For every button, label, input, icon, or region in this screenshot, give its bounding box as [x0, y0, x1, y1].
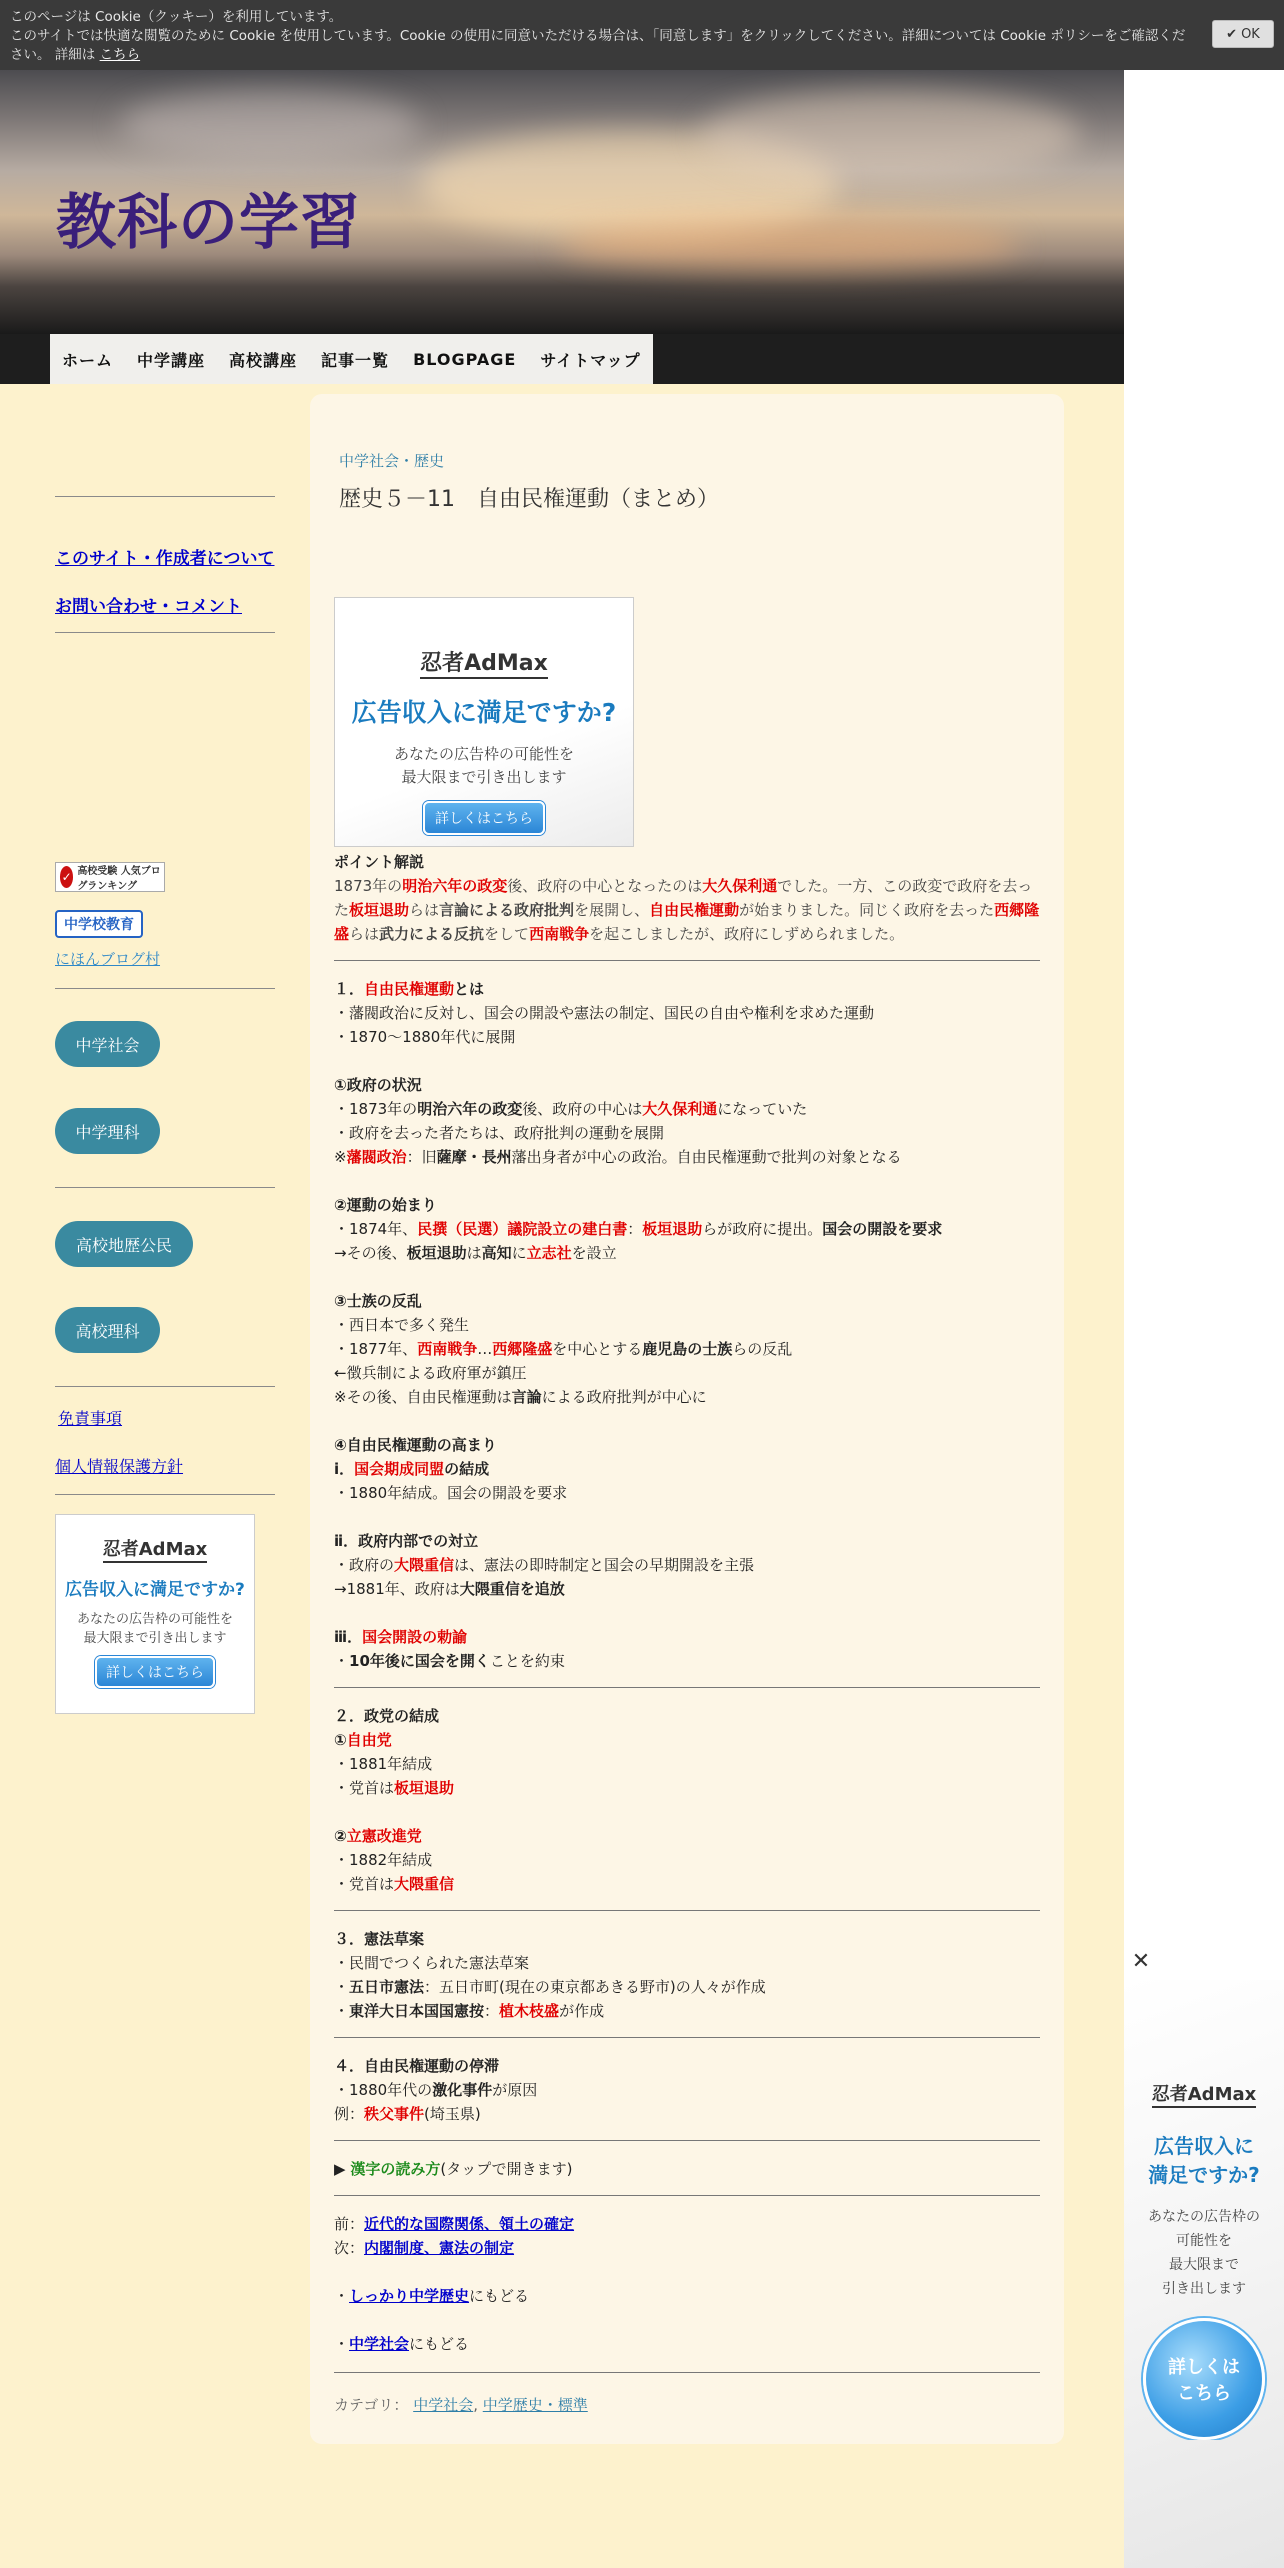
ad-headline-1: 広告収入に: [1154, 2134, 1254, 2158]
ad-sub-2: 最大限まで引き出します: [83, 1631, 227, 1646]
site-header: [0, 70, 1124, 334]
back-social-row: ・中学社会にもどる: [334, 2335, 470, 2353]
next-article-link[interactable]: 内閣制度、憲法の制定: [364, 2239, 515, 2257]
ad-sub-3: 最大限まで: [1169, 2257, 1239, 2273]
divider: [334, 2195, 1040, 2196]
back-to-social-link[interactable]: 中学社会: [349, 2335, 410, 2353]
ad-headline-2: 満足ですか?: [1148, 2163, 1260, 2187]
section-3: ３．憲法草案 ・民間でつくられた憲法草案 ・五日市憲法：五日市町(現在の東京都あきる野市)の人々が作成 ・東洋大日本国国憲按：植木枝盛が作成: [334, 1930, 766, 2020]
nav-home[interactable]: ホーム: [62, 350, 114, 370]
kanji-reading-toggle[interactable]: ▶ 漢字の読み方(タップで開きます): [334, 2160, 573, 2178]
sidebar-divider: [55, 496, 275, 497]
ad-logo: 忍者AdMax: [103, 1535, 207, 1563]
nav-bar: [0, 334, 1124, 384]
sidebar-divider: [55, 1187, 275, 1188]
cookie-ok-button[interactable]: [1212, 20, 1274, 48]
nav-high-school[interactable]: 高校講座: [229, 350, 298, 370]
sidebar-button-junior-social[interactable]: 中学社会: [55, 1021, 160, 1067]
point-title: ポイント解説: [334, 853, 425, 871]
cookie-details-link[interactable]: こちら: [99, 47, 141, 63]
section-2: ２．政党の結成 ①自由党 ・1881年結成 ・党首は板垣退助 ②立憲改進党 ・1882年結成 ・党首は大隈重信: [334, 1707, 455, 1893]
ad-headline: 広告収入に満足ですか?: [65, 1580, 245, 1600]
point-text: 1873年の明治六年の政変後、政府の中心となったのは大久保利通でした。一方、この政変で政府を去った板垣退助らは言論による政府批判を展開し、自由民権運動が始まりました。同じく政府を去った西郷隆盛らは武力による反抗をして西南戦争を起こしましたが、政府にしずめられました。: [334, 877, 1040, 943]
nihon-blogmura-link[interactable]: にほんブログ村: [55, 950, 161, 968]
ad-details-button[interactable]: 詳しくはこちら: [95, 1656, 215, 1688]
ad-logo: 忍者AdMax: [1152, 2080, 1256, 2108]
close-icon[interactable]: ✕: [1124, 1946, 1158, 1976]
triangle-right-icon: ▶: [334, 2160, 346, 2178]
cookie-ok-label: OK: [1241, 26, 1260, 42]
ad-sub-2: 可能性を: [1176, 2233, 1232, 2249]
sidebar-about-link[interactable]: このサイト・作成者について: [55, 549, 275, 569]
sidebar-divider: [55, 1386, 275, 1387]
ad-button-line-2: こちら: [1177, 2383, 1231, 2404]
prev-link-row: 前：近代的な国際関係、領土の確定: [334, 2215, 575, 2233]
sidebar-divider: [55, 632, 275, 633]
footer-category-2[interactable]: 中学歴史・標準: [482, 2396, 588, 2414]
ad-logo: 忍者AdMax: [420, 646, 548, 679]
divider: [334, 2037, 1040, 2038]
side-ad[interactable]: [1124, 1980, 1284, 2568]
ad-headline: 広告収入に満足ですか?: [351, 698, 617, 727]
section-4: ４．自由民権運動の停滞 ・1880年代の激化事件が原因 例：秩父事件(埼玉県): [334, 2057, 538, 2123]
footer-category-1[interactable]: 中学社会: [413, 2396, 474, 2414]
post-body: [334, 850, 1040, 2417]
section-1: １．自由民権運動とは ・藩閥政治に反対し、国会の開設や憲法の制定、国民の自由や権利を求めた運動 ・1870～1880年代に展開 ①政府の状況 ・1873年の明治六年の政変後、政府の中心は大久保利通になっていた ・政府を去った者たちは、政府批判の運動を展開 ※藩閥政治：旧薩摩・長州藩出身者が中心の政治。自由民権運動で批判の対象となる ②運動の始まり ・1874年、民撰（民選）議院設立の建白書：板垣退助らが政府に提出。国会の開設を要求 →その後、板垣退助は高知に立志社を設立 ③士族の反乱 ・西日本で多く発生 ・1877年、西南戦争…西郷隆盛を中心とする鹿児島の士族らの反乱 ←徴兵制による政府軍が鎮圧 ※その後、自由民権運動は言論による政府批判が中心に ④自由民権運動の高まり ⅰ．国会期成同盟の結成 ・1880年結成。国会の開設を要求 ⅱ．政府内部での対立 ・政府の大隈重信は、憲法の即時制定と国会の早期開設を主張 →1881年、政府は大隈重信を追放 ⅲ．国会開設の勅諭 ・10年後に国会を開くことを約束: [334, 980, 943, 1670]
ad-button-line-1: 詳しくは: [1168, 2357, 1240, 2378]
back-to-history-link[interactable]: しっかり中学歴史: [349, 2287, 470, 2305]
sidebar-divider: [55, 988, 275, 989]
privacy-policy-link[interactable]: 個人情報保護方針: [55, 1457, 184, 1476]
nav-blogpage[interactable]: BLOGPAGE: [413, 349, 517, 369]
cookie-text-2: このサイトでは快適な閲覧のために Cookie を使用しています。Cookie の使用に同意いただける場合は、「同意します」をクリックしてください。詳細については Cookie ポリシーをご確認ください。 詳細は こちら: [10, 28, 1186, 63]
sidebar-ad[interactable]: [55, 1514, 255, 1714]
ranking-logo-icon: ✓: [60, 866, 73, 888]
next-link-row: 次：内閣制度、憲法の制定: [334, 2239, 515, 2257]
ad-details-button[interactable]: [1143, 2318, 1265, 2440]
post-title: 歴史５－11 自由民権運動（まとめ）: [339, 487, 719, 512]
nav-article-list[interactable]: 記事一覧: [321, 350, 390, 370]
post-category[interactable]: 中学社会・歴史: [339, 452, 445, 470]
disclaimer-link[interactable]: 免責事項: [58, 1409, 123, 1428]
divider: [334, 1910, 1040, 1911]
sidebar-button-high-history[interactable]: 高校地歴公民: [55, 1221, 193, 1267]
back-history-row: ・しっかり中学歴史にもどる: [334, 2287, 530, 2305]
sidebar-divider: [55, 1494, 275, 1495]
sidebar-contact-link[interactable]: お問い合わせ・コメント: [55, 597, 242, 617]
nav-junior-high[interactable]: 中学講座: [137, 350, 206, 370]
divider: [334, 960, 1040, 961]
blog-ranking-banner[interactable]: [55, 862, 165, 892]
ad-sub-1: あなたの広告枠の可能性を: [76, 1612, 233, 1627]
divider: [334, 2372, 1040, 2373]
sidebar-button-high-science[interactable]: 高校理科: [55, 1307, 160, 1353]
ad-details-button[interactable]: 詳しくはこちら: [423, 801, 545, 835]
cookie-text-1: このページは Cookie（クッキー）を利用しています。: [10, 9, 343, 25]
prev-article-link[interactable]: 近代的な国際関係、領土の確定: [364, 2215, 575, 2233]
divider: [334, 2140, 1040, 2141]
ad-sub-4: 引き出します: [1162, 2281, 1246, 2297]
main-nav: [50, 334, 653, 384]
cookie-banner: [0, 0, 1284, 70]
category-label: カテゴリ：: [334, 2396, 409, 2414]
content-ad[interactable]: [334, 597, 634, 847]
post-footer: カテゴリ： 中学社会, 中学歴史・標準: [334, 2396, 588, 2414]
ad-sub-1: あなたの広告枠の可能性を: [393, 745, 574, 763]
check-icon: ✔: [1226, 26, 1238, 42]
nav-sitemap[interactable]: サイトマップ: [540, 350, 641, 370]
ranking-label: 高校受験 人気ブログランキング: [77, 866, 161, 892]
divider: [334, 1687, 1040, 1688]
sidebar-button-junior-science[interactable]: 中学理科: [55, 1108, 160, 1154]
site-title[interactable]: 教科の学習: [56, 188, 361, 258]
ad-sub-2: 最大限まで引き出します: [401, 768, 567, 786]
ad-sub-1: あなたの広告枠の: [1148, 2209, 1260, 2225]
nihon-blogmura-banner[interactable]: 中学校教育: [55, 910, 143, 938]
